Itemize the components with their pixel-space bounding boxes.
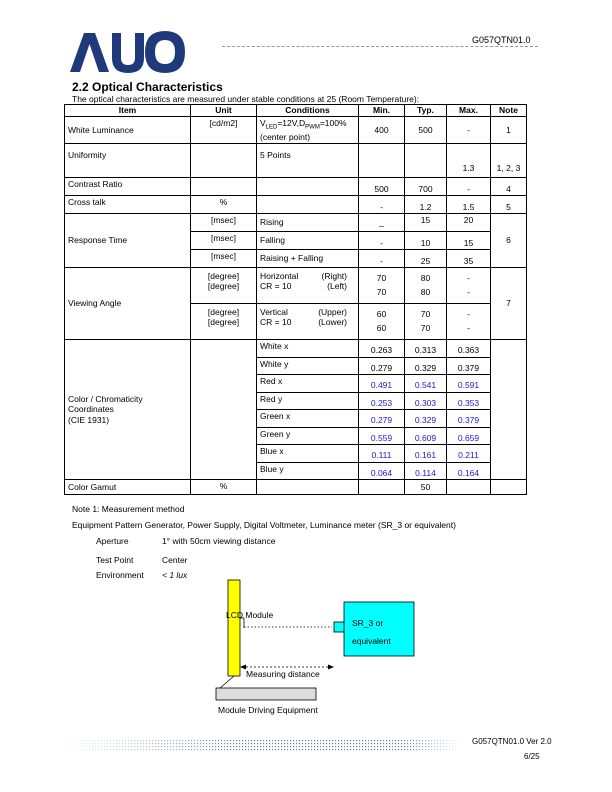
table-row xyxy=(65,196,527,214)
sr3-meter-box xyxy=(344,602,414,656)
table-row xyxy=(65,340,527,358)
typ-cell: 1.2 xyxy=(405,196,447,214)
max-cell: 0.379 xyxy=(447,410,491,428)
conditions-cell: $V_{LED}=12V,D_{PWM}=100\%$ (center point) xyxy=(257,117,359,144)
table-row xyxy=(65,117,527,144)
unit-cell: [degree] [degree] xyxy=(191,268,257,304)
driving-equipment-label: Module Driving Equipment xyxy=(218,705,318,715)
header-divider xyxy=(222,46,538,47)
max-cell: 0.353 xyxy=(447,392,491,410)
typ-cell: 0.114 xyxy=(405,462,447,480)
item-cell: Response Time xyxy=(65,214,191,268)
aperture-value: 1° with 50cm viewing distance xyxy=(162,536,276,546)
conditions-cell: Red x xyxy=(257,375,359,393)
sr3-label-line2: equivalent xyxy=(352,636,391,646)
conditions-cell: Green y xyxy=(257,427,359,445)
min-cell: 70 70 xyxy=(359,268,405,304)
table-header-row xyxy=(65,105,527,117)
unit-cell: % xyxy=(191,196,257,214)
section-intro: The optical characteristics are measured under stable conditions at 25 (Room Temperature): xyxy=(72,94,420,104)
note-cell: 1 xyxy=(491,117,527,144)
typ-cell: 0.609 xyxy=(405,427,447,445)
conditions-cell: Blue x xyxy=(257,445,359,463)
max-cell: 0.591 xyxy=(447,375,491,393)
header-doc-id: G057QTN01.0 xyxy=(472,35,531,45)
conditions-cell: Horizontal (Right) CR = 10 (Left) xyxy=(257,268,359,304)
note-cell xyxy=(491,340,527,480)
max-cell: - - xyxy=(447,268,491,304)
min-cell: 0.111 xyxy=(359,445,405,463)
typ-cell: 15 xyxy=(405,214,447,232)
footer-doc-version: G057QTN01.0 Ver 2.0 xyxy=(472,737,552,746)
aperture-label: Aperture xyxy=(96,536,129,546)
item-cell: Color / Chromaticity Coordinates (CIE 1931) xyxy=(65,340,191,480)
max-cell: 0.379 xyxy=(447,357,491,375)
typ-cell: 0.541 xyxy=(405,375,447,393)
max-cell: - - xyxy=(447,304,491,340)
note-cell xyxy=(491,480,527,495)
header-typ: Typ. xyxy=(405,105,447,117)
max-cell: 0.211 xyxy=(447,445,491,463)
equipment-text: Equipment Pattern Generator, Power Supply, Digital Voltmeter, Luminance meter (SR_3 or equivalent) xyxy=(72,520,456,530)
header-item: Item xyxy=(65,105,191,117)
typ-cell: 70 70 xyxy=(405,304,447,340)
conditions-cell: Rising xyxy=(257,214,359,232)
max-cell: 0.363 xyxy=(447,340,491,358)
typ-cell: 0.303 xyxy=(405,392,447,410)
item-cell: White Luminance xyxy=(65,117,191,144)
note-cell: 4 xyxy=(491,178,527,196)
min-cell: 400 xyxy=(359,117,405,144)
conditions-cell xyxy=(257,480,359,495)
item-cell: Color Gamut xyxy=(65,480,191,495)
min-cell xyxy=(359,144,405,178)
measuring-distance-label: Measuring distance xyxy=(246,669,320,679)
unit-cell xyxy=(191,340,257,480)
sr3-label-line1: SR_3 or xyxy=(352,618,384,628)
typ-cell xyxy=(405,144,447,178)
item-cell: Viewing Angle xyxy=(65,268,191,340)
typ-cell: 500 xyxy=(405,117,447,144)
min-cell: - xyxy=(359,232,405,250)
header-conditions: Conditions xyxy=(257,105,359,117)
unit-cell: % xyxy=(191,480,257,495)
unit-cell: [msec] xyxy=(191,214,257,232)
conditions-cell: Red y xyxy=(257,392,359,410)
header-note: Note xyxy=(491,105,527,117)
min-cell: 0.279 xyxy=(359,410,405,428)
item-cell: Contrast Ratio xyxy=(65,178,191,196)
conditions-cell xyxy=(257,196,359,214)
note-cell: 7 xyxy=(491,268,527,340)
conditions-cell: Raising + Falling xyxy=(257,250,359,268)
note-1-heading: Note 1: Measurement method xyxy=(72,504,185,514)
min-cell: 0.279 xyxy=(359,357,405,375)
typ-cell: 25 xyxy=(405,250,447,268)
unit-cell: [msec] xyxy=(191,250,257,268)
typ-cell: 0.329 xyxy=(405,357,447,375)
typ-cell: 10 xyxy=(405,232,447,250)
table-row xyxy=(65,144,527,178)
max-cell: 0.164 xyxy=(447,462,491,480)
min-cell: _ xyxy=(359,214,405,232)
max-cell: - xyxy=(447,178,491,196)
max-cell: 35 xyxy=(447,250,491,268)
item-cell: Cross talk xyxy=(65,196,191,214)
conditions-cell: Blue y xyxy=(257,462,359,480)
item-cell: Uniformity xyxy=(65,144,191,178)
conditions-cell: White x xyxy=(257,340,359,358)
table-row xyxy=(65,178,527,196)
unit-cell: [cd/m2] xyxy=(191,117,257,144)
min-cell xyxy=(359,480,405,495)
typ-cell: 0.329 xyxy=(405,410,447,428)
header-max: Max. xyxy=(447,105,491,117)
lcd-module-label: LCD Module xyxy=(226,610,274,620)
conditions-cell: Green x xyxy=(257,410,359,428)
test-point-value: Center xyxy=(162,555,188,565)
environment-label: Environment xyxy=(96,570,144,580)
max-cell: 1.5 xyxy=(447,196,491,214)
lcd-module-panel xyxy=(228,580,240,676)
min-cell: 0.491 xyxy=(359,375,405,393)
unit-cell xyxy=(191,144,257,178)
table-row xyxy=(65,214,527,232)
min-cell: 60 60 xyxy=(359,304,405,340)
max-cell: 20 xyxy=(447,214,491,232)
meter-lens xyxy=(334,622,344,632)
min-cell: 500 xyxy=(359,178,405,196)
max-cell: 0.659 xyxy=(447,427,491,445)
unit-cell xyxy=(191,178,257,196)
typ-cell: 0.161 xyxy=(405,445,447,463)
table-row xyxy=(65,268,527,304)
header-unit: Unit xyxy=(191,105,257,117)
unit-cell: [msec] xyxy=(191,232,257,250)
typ-cell: 50 xyxy=(405,480,447,495)
conditions-cell: Falling xyxy=(257,232,359,250)
min-cell: 0.253 xyxy=(359,392,405,410)
max-cell: - xyxy=(447,117,491,144)
max-cell: 1.3 xyxy=(447,144,491,178)
footer-page-number: 6/25 xyxy=(524,752,540,761)
typ-cell: 0.313 xyxy=(405,340,447,358)
min-cell: 0.263 xyxy=(359,340,405,358)
header-min: Min. xyxy=(359,105,405,117)
min-cell: 0.064 xyxy=(359,462,405,480)
measurement-diagram xyxy=(210,578,430,718)
max-cell: 15 xyxy=(447,232,491,250)
min-cell: - xyxy=(359,250,405,268)
optical-characteristics-table xyxy=(64,104,527,495)
driving-equipment-block xyxy=(216,688,316,700)
conditions-cell: White y xyxy=(257,357,359,375)
environment-value: < 1 lux xyxy=(162,570,188,580)
max-cell xyxy=(447,480,491,495)
auo-logo xyxy=(68,30,186,74)
conditions-cell: 5 Points xyxy=(257,144,359,178)
note-cell: 5 xyxy=(491,196,527,214)
unit-cell: [degree] [degree] xyxy=(191,304,257,340)
test-point-label: Test Point xyxy=(96,555,134,565)
conditions-cell xyxy=(257,178,359,196)
note-cell: 6 xyxy=(491,214,527,268)
min-cell: 0.559 xyxy=(359,427,405,445)
table-row xyxy=(65,480,527,495)
note-cell: 1, 2, 3 xyxy=(491,144,527,178)
section-title: 2.2 Optical Characteristics xyxy=(72,80,223,94)
typ-cell: 700 xyxy=(405,178,447,196)
conditions-cell: Vertical (Upper) CR = 10 (Lower) xyxy=(257,304,359,340)
min-cell: - xyxy=(359,196,405,214)
typ-cell: 80 80 xyxy=(405,268,447,304)
